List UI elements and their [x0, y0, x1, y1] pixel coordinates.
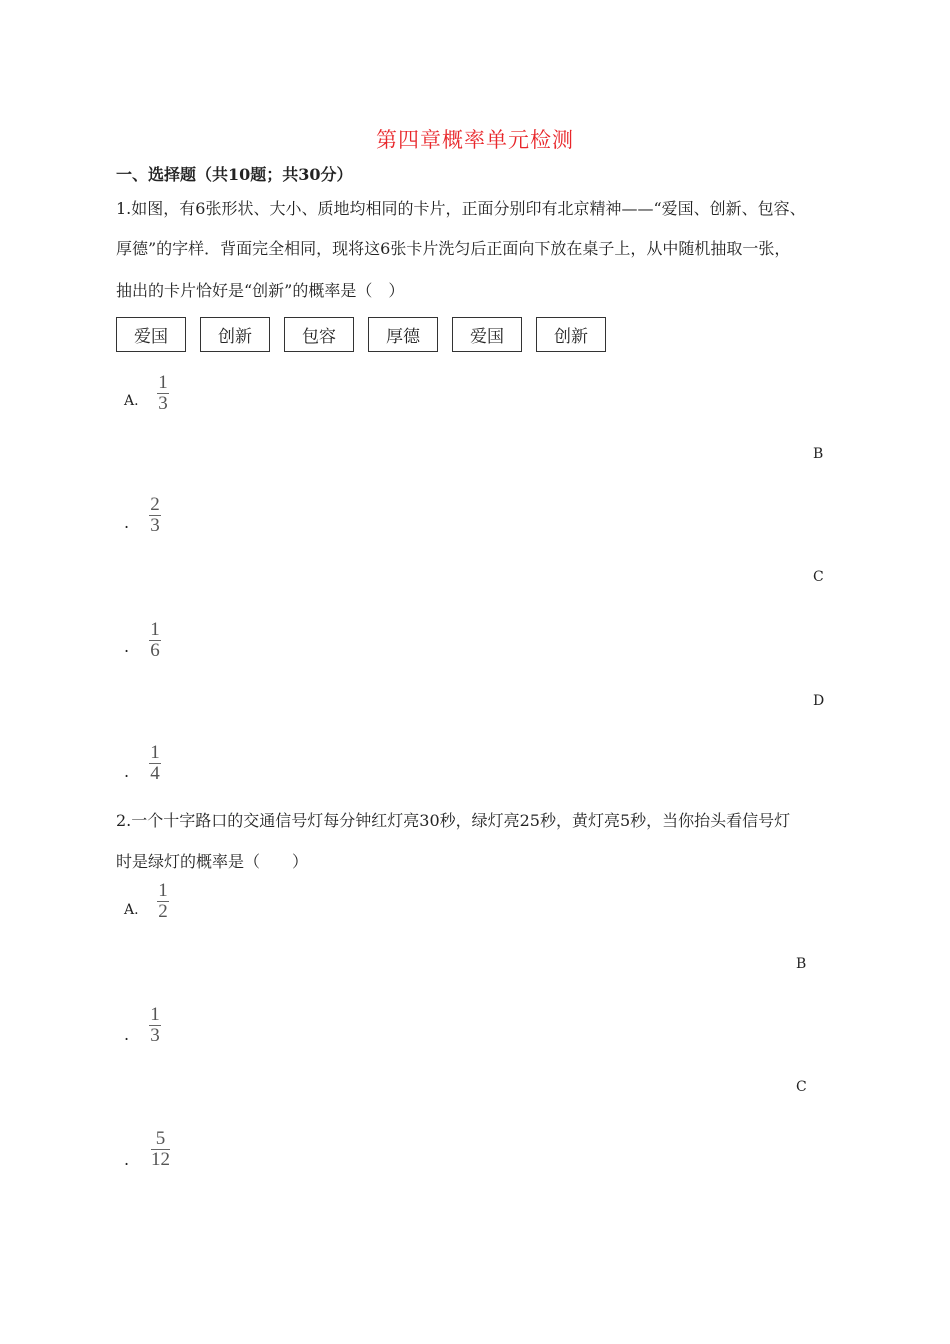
denominator: 12 [151, 1149, 170, 1170]
denominator: 3 [150, 1025, 160, 1046]
numerator: 5 [155, 1128, 166, 1149]
option-dot: . [124, 1150, 130, 1169]
card: 爱国 [452, 317, 522, 352]
denominator: 6 [150, 640, 160, 661]
card: 爱国 [116, 317, 186, 352]
option-dot: . [124, 762, 130, 781]
question-1-line-2: 厚德”的字样．背面完全相同，现将这6张卡片洗匀后正面向下放在桌子上，从中随机抽取一张， [116, 239, 791, 258]
numerator: 1 [150, 1004, 160, 1025]
numerator: 1 [150, 619, 160, 640]
denominator: 4 [150, 763, 160, 784]
numerator: 1 [158, 372, 168, 393]
question-1-line-1: 1.如图，有6张形状、大小、质地均相同的卡片，正面分别印有北京精神——“爱国、创新、包容、 [116, 199, 806, 218]
numerator: 2 [150, 494, 160, 515]
q2-option-a-fraction [157, 882, 169, 921]
question-2-line-2: 时是绿灯的概率是（ ） [116, 852, 309, 871]
denominator: 3 [150, 515, 160, 536]
q2-option-c-label: C [796, 1079, 807, 1095]
denominator: 3 [158, 393, 168, 414]
q1-option-d-fraction [149, 744, 161, 783]
q1-option-d-label: D [813, 693, 825, 709]
page-title: 第四章概率单元检测 [376, 128, 574, 152]
option-dot: . [124, 513, 130, 532]
q1-option-b-fraction [149, 496, 161, 535]
q1-option-b-label: B [813, 446, 824, 462]
q1-option-c-label: C [813, 569, 824, 585]
q1-option-a-fraction [157, 374, 169, 413]
card: 创新 [200, 317, 270, 352]
option-dot: . [124, 637, 130, 656]
q1-option-a-label: A. [124, 393, 139, 409]
card: 包容 [284, 317, 354, 352]
denominator: 2 [158, 901, 168, 922]
q2-option-b-label: B [796, 956, 807, 972]
section-heading: 一、选择题（共10题；共30分） [116, 165, 353, 184]
q2-option-c-fraction [151, 1130, 170, 1169]
q2-option-a-label: A. [124, 902, 139, 918]
card-row [116, 317, 606, 352]
q1-option-c-fraction [149, 621, 161, 660]
card: 厚德 [368, 317, 438, 352]
numerator: 1 [150, 742, 160, 763]
question-2-line-1: 2.一个十字路口的交通信号灯每分钟红灯亮30秒，绿灯亮25秒，黄灯亮5秒，当你抬头看信号灯 [116, 811, 791, 830]
card: 创新 [536, 317, 606, 352]
numerator: 1 [158, 880, 168, 901]
q2-option-b-fraction [149, 1006, 161, 1045]
question-1-line-3: 抽出的卡片恰好是“创新”的概率是（ ） [116, 281, 405, 300]
option-dot: . [124, 1025, 130, 1044]
